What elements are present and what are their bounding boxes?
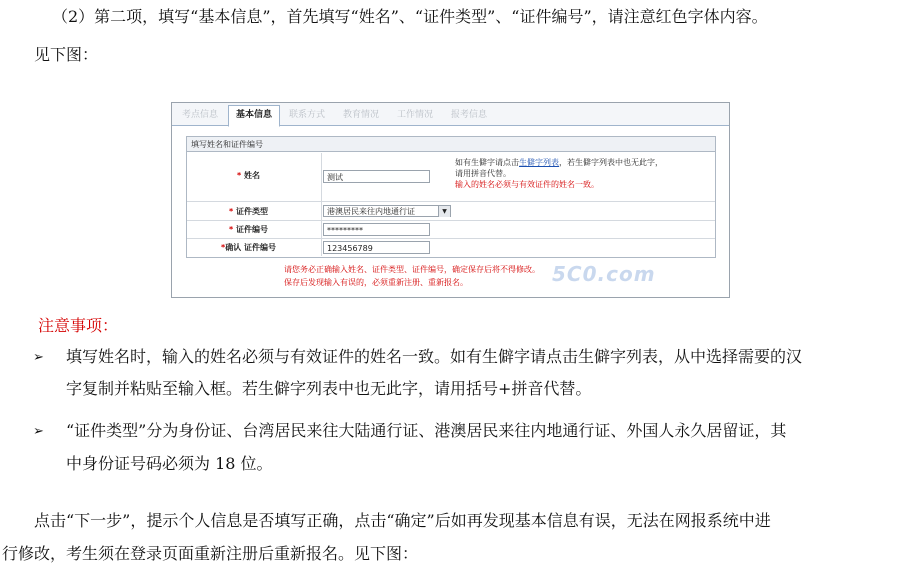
warning-line-1: 请您务必正确输入姓名、证件类型、证件编号，确定保存后将不得修改。 (284, 265, 540, 274)
tab-registration[interactable]: 报考信息 (450, 110, 487, 120)
tab-exam-site[interactable]: 考点信息 (181, 110, 218, 120)
tab-basic-info[interactable]: 基本信息 (228, 105, 280, 127)
note-2-line-2: 中身份证号码必须为 18 位。 (66, 454, 273, 473)
warning-line-2: 保存后发现输入有误的，必须重新注册、重新报名。 (284, 278, 468, 287)
required-star-icon: * (221, 243, 226, 252)
note-1-line-2: 字复制并粘贴至输入框。若生僻字列表中也无此字，请用括号+拼音代替。 (66, 379, 592, 398)
note-2-line-1: “证件类型”分为身份证、台湾居民来往大陆通行证、港澳居民来往内地通行证、外国人永久居留证，其 (66, 421, 787, 440)
required-star-icon: * (229, 207, 236, 216)
outro-paragraph-line-1: 点击“下一步”，提示个人信息是否填写正确，点击“确定”后如再发现基本信息有误，无法在网报系统中进 (34, 511, 771, 530)
tab-work[interactable]: 工作情况 (396, 110, 433, 120)
id-number-input[interactable]: ********* (323, 223, 430, 236)
required-star-icon: * (237, 171, 244, 180)
id-number-row (187, 221, 715, 239)
embedded-form-screenshot (171, 102, 730, 298)
id-type-row (187, 202, 715, 221)
id-type-label: * 证件类型 (229, 207, 268, 216)
required-star-icon: * (229, 225, 236, 234)
confirm-id-input[interactable]: 123456789 (323, 241, 430, 254)
name-input[interactable]: 测试 (323, 170, 430, 183)
name-hint-line-1: 如有生僻字请点击生僻字列表，若生僻字列表中也无此字， (455, 158, 663, 167)
rare-character-list-link[interactable]: 生僻字列表 (519, 158, 559, 167)
name-hint-line-3: 输入的姓名必须与有效证件的姓名一致。 (455, 180, 599, 189)
name-row (187, 153, 715, 202)
form-section-title: 填写姓名和证件编号 (187, 137, 715, 152)
tab-bar (172, 103, 729, 126)
watermark-logo: 5C0.com (552, 262, 656, 286)
bullet-arrow-icon: ➢ (33, 424, 44, 439)
name-hint-line-2: 请用拼音代替。 (455, 169, 511, 178)
id-number-label: * 证件编号 (229, 225, 268, 234)
basic-info-form (186, 136, 716, 258)
confirm-id-row (187, 239, 715, 256)
note-1-line-1: 填写姓名时，输入的姓名必须与有效证件的姓名一致。如有生僻字请点击生僻字列表，从中选择需要的汉 (66, 347, 803, 366)
confirm-id-label: *确认 证件编号 (221, 243, 276, 252)
outro-paragraph-line-2: 行修改，考生须在登录页面重新注册后重新报名。见下图： (2, 544, 419, 563)
chevron-down-icon[interactable]: ▼ (438, 206, 450, 217)
tab-education[interactable]: 教育情况 (342, 110, 379, 120)
intro-paragraph-line-2: 见下图： (34, 45, 99, 64)
name-label: * 姓名 (237, 171, 260, 180)
id-type-select[interactable]: 港澳居民来往内地通行证 ▼ (323, 205, 451, 217)
tab-contact[interactable]: 联系方式 (288, 110, 325, 120)
bullet-arrow-icon: ➢ (33, 350, 44, 365)
intro-paragraph-line-1: （2）第二项，填写“基本信息”，首先填写“姓名”、“证件类型”、“证件编号”，请注意红色字体内容。 (52, 7, 768, 26)
notes-title: 注意事项： (38, 316, 119, 335)
